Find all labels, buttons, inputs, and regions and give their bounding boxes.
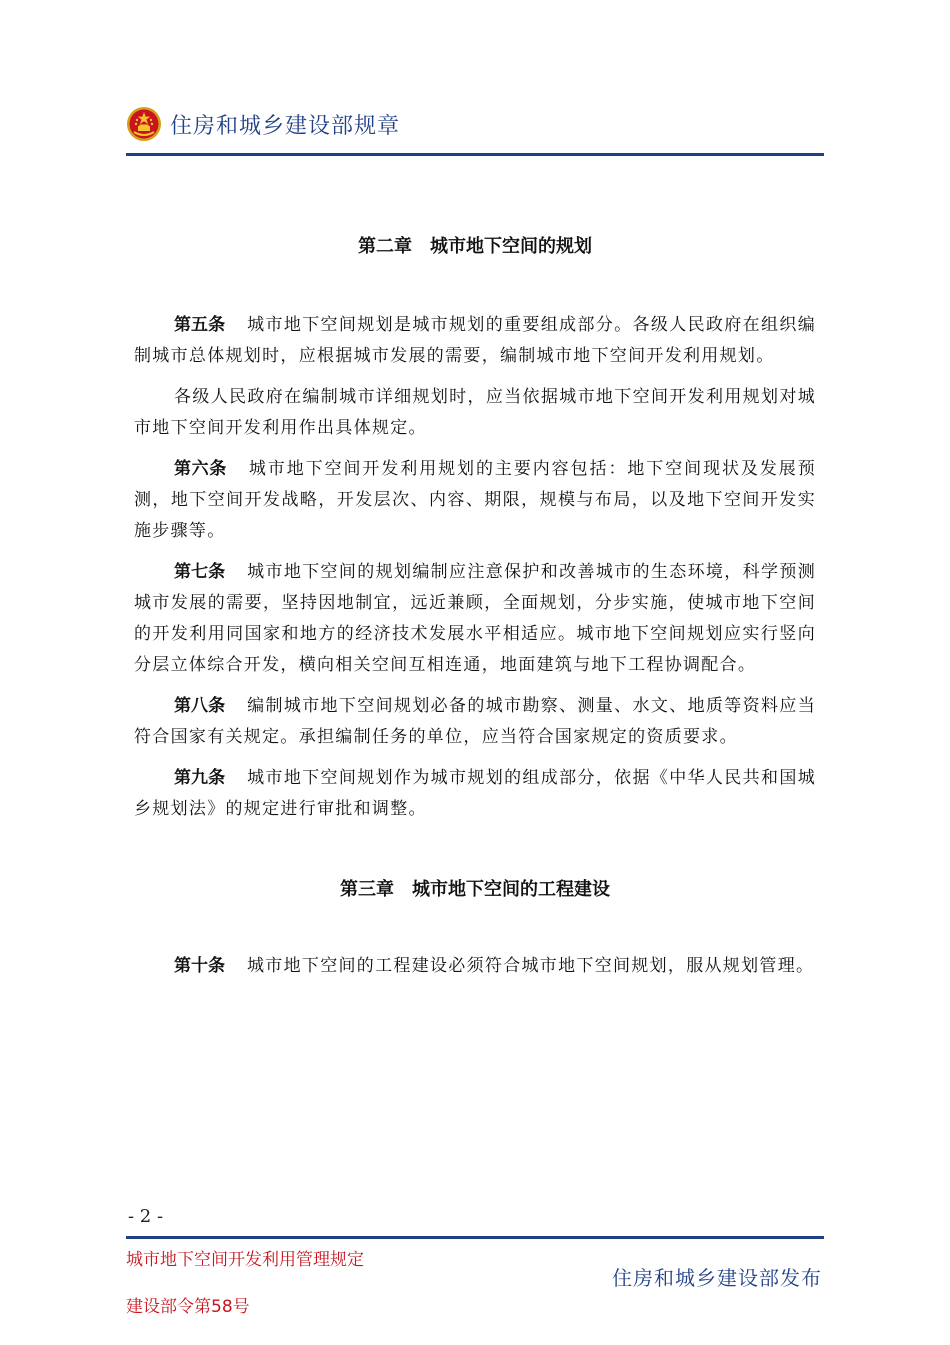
article-text: 编制城市地下空间规划必备的城市勘察、测量、水文、地质等资料应当符合国家有关规定。承担编制任务的单位，应当符合国家规定的资质要求。 [134, 696, 816, 747]
article-text: 城市地下空间规划是城市规划的重要组成部分。各级人民政府在组织编制城市总体规划时，应根据城市发展的需要，编制城市地下空间开发利用规划。 [134, 315, 816, 366]
page-header [126, 104, 826, 144]
article-label: 第九条 [174, 768, 226, 788]
article-paragraph [134, 691, 816, 753]
chapter-title: 第三章 城市地下空间的工程建设 [340, 879, 610, 900]
chapter-title: 第二章 城市地下空间的规划 [358, 236, 592, 257]
article-paragraph [134, 382, 816, 444]
article-paragraph [134, 454, 816, 547]
page-number: - 2 - [128, 1206, 164, 1227]
article-label: 第十条 [174, 956, 225, 976]
footer-divider [126, 1236, 824, 1239]
article-label: 第六条 [174, 459, 227, 479]
article-label: 第七条 [174, 562, 226, 582]
header-title: 住房和城乡建设部规章 [170, 113, 401, 139]
article-paragraph [134, 951, 816, 982]
document-body [134, 220, 816, 992]
article-label: 第八条 [174, 696, 226, 716]
article-text: 城市地下空间的规划编制应注意保护和改善城市的生态环境，科学预测城市发展的需要，坚持因地制宜，远近兼顾，全面规划，分步实施，使城市地下空间的开发利用同国家和地方的经济技术发展水平相适应。城市地下空间规划应实行竖向分层立体综合开发，横向相关空间互相连通，地面建筑与地下工程协调配合。 [134, 562, 816, 675]
article-paragraph [134, 310, 816, 372]
national-emblem-icon [126, 106, 162, 142]
article-label: 第五条 [174, 315, 226, 335]
header-divider [126, 153, 824, 156]
article-paragraph [134, 763, 816, 825]
footer-document-title: 城市地下空间开发利用管理规定 [126, 1250, 364, 1270]
article-text: 各级人民政府在编制城市详细规划时，应当依据城市地下空间开发利用规划对城市地下空间开发利用作出具体规定。 [134, 387, 816, 438]
footer-publisher: 住房和城乡建设部发布 [612, 1266, 822, 1290]
article-paragraph [134, 557, 816, 681]
article-text: 城市地下空间开发利用规划的主要内容包括：地下空间现状及发展预测，地下空间开发战略，开发层次、内容、期限，规模与布局，以及地下空间开发实施步骤等。 [134, 459, 816, 541]
footer-document-number: 建设部令第58号 [126, 1297, 250, 1317]
article-text: 城市地下空间的工程建设必须符合城市地下空间规划，服从规划管理。 [247, 956, 815, 976]
article-text: 城市地下空间规划作为城市规划的组成部分，依据《中华人民共和国城乡规划法》的规定进行审批和调整。 [134, 768, 816, 819]
